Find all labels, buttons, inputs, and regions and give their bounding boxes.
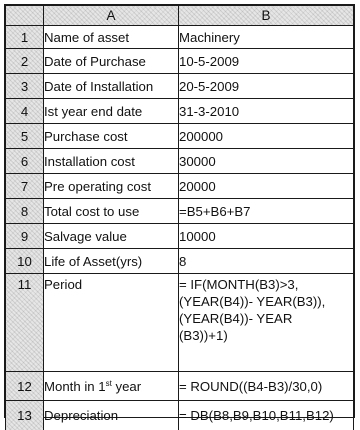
sheet-row-4 <box>6 99 354 124</box>
select-all-corner[interactable] <box>6 6 44 26</box>
cell-b10[interactable]: 8 <box>179 249 354 274</box>
cell-b11[interactable] <box>179 274 354 372</box>
cell-b3[interactable]: 20-5-2009 <box>179 74 354 99</box>
row-header-4[interactable]: 4 <box>6 99 44 124</box>
column-header-row <box>6 6 354 26</box>
cell-b9[interactable]: 10000 <box>179 224 354 249</box>
row-header-13[interactable]: 13 <box>6 401 44 430</box>
column-header-b[interactable]: B <box>179 6 354 26</box>
cell-a7[interactable]: Pre operating cost <box>44 174 179 199</box>
cell-a3[interactable]: Date of Installation <box>44 74 179 99</box>
sheet-row-9 <box>6 224 354 249</box>
cell-a8[interactable]: Total cost to use <box>44 199 179 224</box>
cell-text: Month in 1 <box>44 379 106 394</box>
spreadsheet-grid <box>5 5 354 430</box>
formula-line: (YEAR(B4))- YEAR(B3)), <box>179 293 353 310</box>
row-header-5[interactable]: 5 <box>6 124 44 149</box>
row-header-3[interactable]: 3 <box>6 74 44 99</box>
cell-a12[interactable] <box>44 372 179 401</box>
sheet-row-6 <box>6 149 354 174</box>
ordinal-suffix: st <box>106 379 112 388</box>
sheet-row-7 <box>6 174 354 199</box>
cell-a6[interactable]: Installation cost <box>44 149 179 174</box>
spreadsheet <box>4 4 355 418</box>
cell-a5[interactable]: Purchase cost <box>44 124 179 149</box>
row-header-12[interactable]: 12 <box>6 372 44 401</box>
cell-b8[interactable]: =B5+B6+B7 <box>179 199 354 224</box>
cell-b6[interactable]: 30000 <box>179 149 354 174</box>
cell-text: year <box>112 379 141 394</box>
column-header-a[interactable]: A <box>44 6 179 26</box>
formula-line: (YEAR(B4))- YEAR <box>179 310 353 327</box>
sheet-row-8 <box>6 199 354 224</box>
sheet-row-10 <box>6 249 354 274</box>
cell-b13[interactable]: = DB(B8,B9,B10,B11,B12) <box>179 401 354 430</box>
row-header-10[interactable]: 10 <box>6 249 44 274</box>
row-header-7[interactable]: 7 <box>6 174 44 199</box>
sheet-row-2 <box>6 49 354 74</box>
row-header-11[interactable]: 11 <box>6 274 44 372</box>
cell-a2[interactable]: Date of Purchase <box>44 49 179 74</box>
cell-b12[interactable]: = ROUND((B4-B3)/30,0) <box>179 372 354 401</box>
cell-b5[interactable]: 200000 <box>179 124 354 149</box>
row-header-1[interactable]: 1 <box>6 26 44 49</box>
sheet-row-13 <box>6 401 354 430</box>
cell-a4[interactable]: Ist year end date <box>44 99 179 124</box>
sheet-row-5 <box>6 124 354 149</box>
sheet-row-3 <box>6 74 354 99</box>
row-header-9[interactable]: 9 <box>6 224 44 249</box>
cell-a9[interactable]: Salvage value <box>44 224 179 249</box>
cell-a1[interactable]: Name of asset <box>44 26 179 49</box>
formula-line: (B3))+1) <box>179 327 353 344</box>
cell-b1[interactable]: Machinery <box>179 26 354 49</box>
row-header-6[interactable]: 6 <box>6 149 44 174</box>
cell-b2[interactable]: 10-5-2009 <box>179 49 354 74</box>
cell-a10[interactable]: Life of Asset(yrs) <box>44 249 179 274</box>
cell-b4[interactable]: 31-3-2010 <box>179 99 354 124</box>
sheet-row-11 <box>6 274 354 372</box>
cell-b7[interactable]: 20000 <box>179 174 354 199</box>
sheet-row-1 <box>6 26 354 49</box>
cell-a13[interactable]: Depreciation <box>44 401 179 430</box>
row-header-2[interactable]: 2 <box>6 49 44 74</box>
formula-line: = IF(MONTH(B3)>3, <box>179 276 353 293</box>
cell-a11[interactable]: Period <box>44 274 179 372</box>
row-header-8[interactable]: 8 <box>6 199 44 224</box>
sheet-row-12 <box>6 372 354 401</box>
